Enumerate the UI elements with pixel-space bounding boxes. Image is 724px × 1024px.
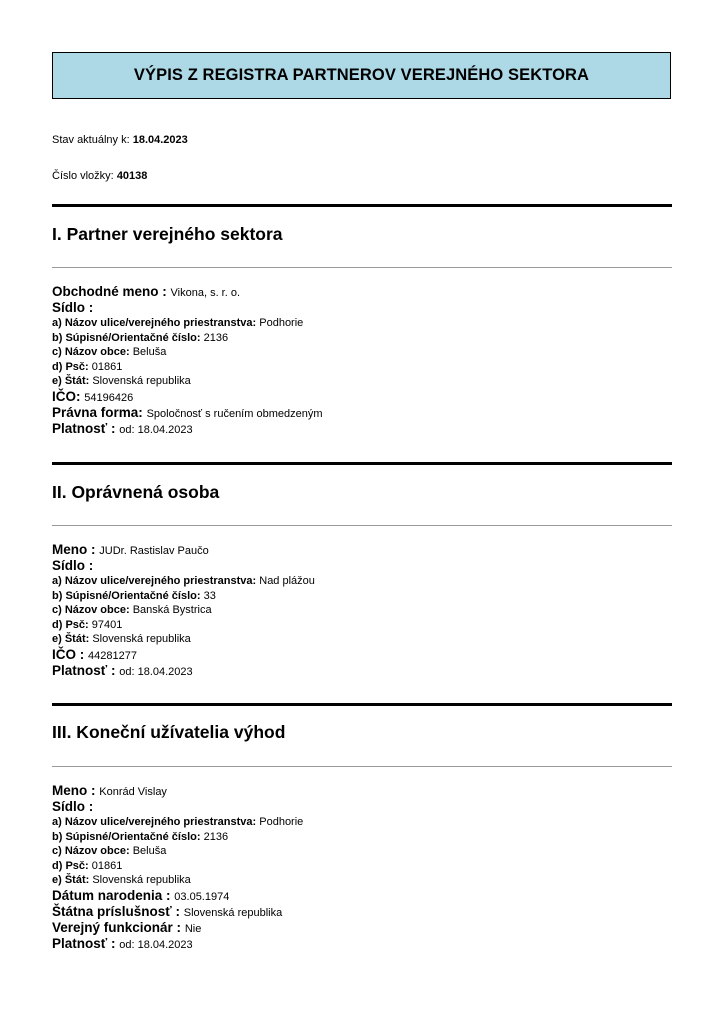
s2-sidlo-label: Sídlo : — [52, 558, 94, 573]
s2-ulica-label: a) Názov ulice/verejného priestranstva: — [52, 575, 257, 587]
s1-obec-value: Beluša — [132, 346, 167, 358]
section-rule — [52, 267, 672, 268]
vlozka-value: 40138 — [116, 170, 148, 182]
s2-obec-label: c) Názov obce: — [52, 604, 130, 616]
s2-ulica-value: Nad plážou — [259, 575, 315, 587]
pravna-forma-row — [52, 405, 672, 421]
s2-psc-label: d) Psč: — [52, 618, 89, 631]
s3-psc-label: d) Psč: — [52, 859, 89, 872]
s1-psc-value: 01861 — [91, 360, 123, 373]
s2-platnost-label: Platnosť : — [52, 662, 116, 678]
s3-ulica-label: a) Názov ulice/verejného priestranstva: — [52, 816, 257, 828]
s3-funkcionar-value: Nie — [184, 922, 202, 935]
sidlo-heading — [52, 799, 672, 815]
obec-row — [52, 603, 672, 618]
s2-psc-value: 97401 — [91, 618, 123, 631]
sidlo-heading — [52, 300, 672, 316]
platnost-row — [52, 936, 672, 952]
section-2-title: II. Oprávnená osoba — [52, 482, 220, 502]
s1-ico-label: IČO: — [52, 388, 81, 404]
s3-funkcionar-label: Verejný funkcionár : — [52, 919, 182, 935]
ulica-row — [52, 815, 672, 830]
s1-meno-value: Vikona, s. r. o. — [170, 287, 241, 299]
cislo-row — [52, 331, 672, 346]
stav-line — [52, 134, 188, 146]
section-1-content — [52, 284, 672, 437]
s3-stat-label: e) Štát: — [52, 874, 90, 886]
section-divider — [52, 462, 672, 465]
cislo-row — [52, 589, 672, 604]
s1-psc-label: d) Psč: — [52, 360, 89, 373]
meno-row — [52, 542, 672, 558]
obchodne-meno-row — [52, 284, 672, 300]
section-rule — [52, 525, 672, 526]
section-3-title: III. Koneční užívatelia výhod — [52, 722, 286, 742]
section-divider — [52, 703, 672, 706]
ulica-row — [52, 316, 672, 331]
s2-obec-value: Banská Bystrica — [132, 604, 212, 616]
section-3-content — [52, 783, 672, 952]
s3-narodenie-value: 03.05.1974 — [174, 890, 230, 903]
s2-cislo-value: 33 — [203, 589, 216, 602]
obec-row — [52, 345, 672, 360]
s3-cislo-label: b) Súpisné/Orientačné číslo: — [52, 830, 201, 843]
s1-forma-value: Spoločnosť s ručením obmedzeným — [146, 407, 323, 420]
s1-cislo-label: b) Súpisné/Orientačné číslo: — [52, 331, 201, 344]
section-1-title: I. Partner verejného sektora — [52, 224, 283, 244]
psc-row — [52, 360, 672, 375]
s1-platnost-value: od: 18.04.2023 — [119, 423, 193, 436]
vlozka-label: Číslo vložky: — [52, 170, 114, 182]
s2-ico-value: 44281277 — [88, 649, 137, 662]
s2-meno-value: JUDr. Rastislav Paučo — [99, 545, 209, 557]
platnost-row — [52, 421, 672, 437]
s2-stat-label: e) Štát: — [52, 633, 90, 645]
s1-ulica-value: Podhorie — [259, 317, 304, 329]
s3-psc-value: 01861 — [91, 859, 123, 872]
s3-statna-label: Štátna príslušnosť : — [52, 903, 180, 919]
s3-obec-label: c) Názov obce: — [52, 845, 130, 857]
s1-stat-label: e) Štát: — [52, 375, 90, 387]
sidlo-heading — [52, 558, 672, 574]
stav-value: 18.04.2023 — [132, 134, 188, 146]
s3-platnost-value: od: 18.04.2023 — [119, 938, 193, 951]
stat-row — [52, 873, 672, 888]
meno-row — [52, 783, 672, 799]
s3-sidlo-label: Sídlo : — [52, 799, 94, 814]
document-title: VÝPIS Z REGISTRA PARTNEROV VEREJNÉHO SEKTORA — [52, 52, 671, 99]
s1-cislo-value: 2136 — [203, 331, 229, 344]
s1-obec-label: c) Názov obce: — [52, 346, 130, 358]
cislo-row — [52, 830, 672, 845]
obec-row — [52, 844, 672, 859]
psc-row — [52, 859, 672, 874]
s3-ulica-value: Podhorie — [259, 816, 304, 828]
platnost-row — [52, 663, 672, 679]
ulica-row — [52, 574, 672, 589]
ico-row — [52, 647, 672, 663]
s3-narodenie-label: Dátum narodenia : — [52, 887, 171, 903]
s2-meno-label: Meno : — [52, 542, 96, 557]
psc-row — [52, 618, 672, 633]
s1-sidlo-label: Sídlo : — [52, 300, 94, 315]
stat-row — [52, 374, 672, 389]
s3-statna-value: Slovenská republika — [183, 906, 283, 919]
statna-prislusnost-row — [52, 904, 672, 920]
s3-meno-label: Meno : — [52, 783, 96, 798]
stav-label: Stav aktuálny k: — [52, 134, 130, 146]
s2-ico-label: IČO : — [52, 646, 85, 662]
s2-platnost-value: od: 18.04.2023 — [119, 665, 193, 678]
s3-meno-value: Konrád Vislay — [99, 786, 167, 798]
stat-row — [52, 632, 672, 647]
verejny-funkcionar-row — [52, 920, 672, 936]
s3-obec-value: Beluša — [132, 845, 167, 857]
s3-stat-value: Slovenská republika — [92, 874, 191, 886]
s1-ulica-label: a) Názov ulice/verejného priestranstva: — [52, 317, 257, 329]
section-divider — [52, 204, 672, 207]
s1-meno-label: Obchodné meno : — [52, 284, 167, 299]
s2-stat-value: Slovenská republika — [92, 633, 191, 645]
s2-cislo-label: b) Súpisné/Orientačné číslo: — [52, 589, 201, 602]
ico-row — [52, 389, 672, 405]
s3-cislo-value: 2136 — [203, 830, 229, 843]
vlozka-line — [52, 170, 147, 182]
section-2-content — [52, 542, 672, 679]
datum-narodenia-row — [52, 888, 672, 904]
s1-ico-value: 54196426 — [84, 391, 134, 404]
s1-platnost-label: Platnosť : — [52, 420, 116, 436]
s1-stat-value: Slovenská republika — [92, 375, 191, 387]
section-rule — [52, 766, 672, 767]
s3-platnost-label: Platnosť : — [52, 935, 116, 951]
s1-forma-label: Právna forma: — [52, 404, 143, 420]
